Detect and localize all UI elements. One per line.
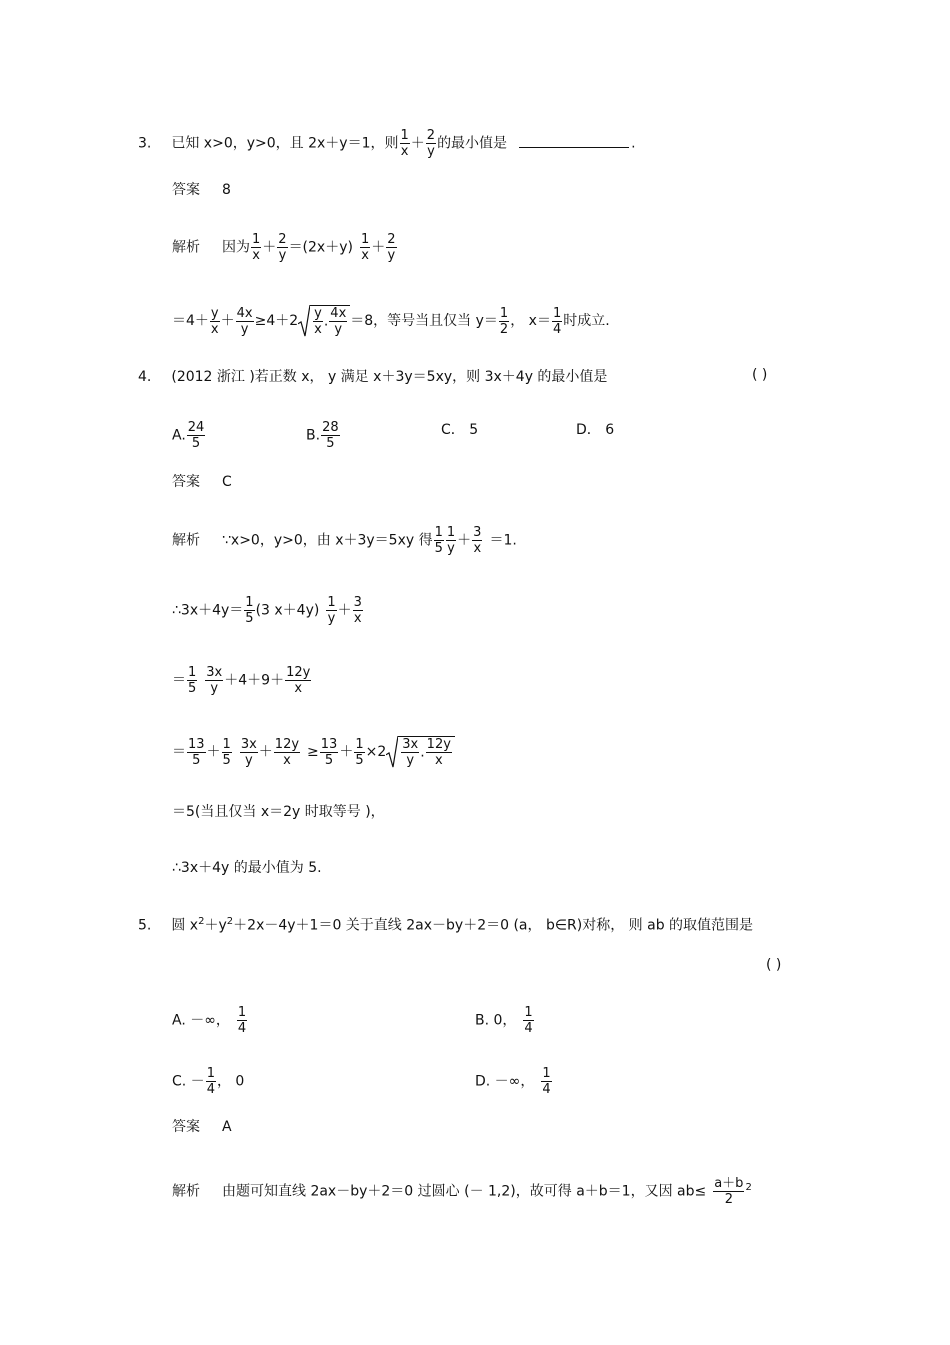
question-4-option-a: A. $\frac{24}{5}$	[172, 420, 205, 451]
question-number: 5.	[138, 917, 152, 934]
question-number: 3.	[138, 135, 152, 152]
question-4-option-b: B. $\frac{28}{5}$	[306, 420, 339, 451]
question-3-solution-line-1: 解析 因为 $\frac{1}{x}$ ＋ $\frac{2}{y}$ ＝(2x＋y) $\frac{1}{x}$ ＋ $\frac{2}{y}$	[172, 232, 396, 263]
question-4-option-c: C． 5	[441, 422, 479, 438]
question-3-stem: 3. 已知 x>0，y>0，且 2x＋y＝1，则 $\frac{1}{x}$ ＋ $\frac{2}{y}$ 的最小值是 .	[138, 128, 636, 159]
solution-label: 解析	[172, 239, 200, 256]
question-4-option-d: D． 6	[576, 422, 615, 438]
square-root: $\frac{y}{x}$ . $\frac{4x}{y}$	[298, 305, 350, 337]
answer-value: A	[222, 1119, 232, 1135]
question-4-solution-line-5: ＝5(当且仅当 x＝2y 时取等号 )，	[172, 804, 385, 820]
answer-value: C	[222, 474, 232, 490]
answer-parentheses: ( )	[752, 367, 768, 383]
question-5-option-d: D. －∞， $\frac{1}{4}$	[475, 1066, 551, 1097]
question-4-solution-line-4: ＝ $\frac{13}{5}$ ＋ $\frac{1}{5}$ $\frac{3x}{y}$ ＋ $\frac{12y}{x}$ ≥ $\frac{13}{5}$ ＋ $\frac{1}{5}$ ×2 $\frac{3x}{y}$ . $\frac{12y}{x}$	[172, 736, 455, 768]
answer-value: 8	[222, 182, 231, 198]
question-4-solution-line-2: ∴3x＋4y＝ $\frac{1}{5}$ (3 x＋4y) $\frac{1}{y}$ ＋ $\frac{3}{x}$	[172, 595, 362, 626]
question-5-stem: 5. 圆 $x^2+y^2+2x-4y+1=0$ 关于直线 2ax－by＋2＝0 (a， b∈R)对称， 则 ab 的取值范围是	[138, 916, 754, 934]
question-4-solution-line-1: 解析 ∵x>0，y>0，由 x＋3y＝5xy 得 $\frac{1}{5}$ $\frac{1}{y}$ ＋ $\frac{3}{x}$ ＝1.	[172, 525, 517, 556]
answer-blank	[519, 135, 629, 148]
question-5-option-b: B. 0， $\frac{1}{4}$	[475, 1005, 533, 1036]
question-3-solution-line-2: ＝4＋ $\frac{y}{x}$ ＋ $\frac{4x}{y}$ ≥4＋2 $\frac{y}{x}$ . $\frac{4x}{y}$ ＝8，等号当且仅当 y＝ $\frac{1}{2}$ ， x＝ $\frac{1}{4}$ 时成立.	[172, 305, 610, 337]
question-4-solution-line-6: ∴3x＋4y 的最小值为 5.	[172, 860, 322, 876]
fraction: $\frac{1}{x}$	[400, 128, 409, 159]
answer-parentheses: ( )	[766, 957, 782, 973]
question-number: 4.	[138, 369, 152, 385]
solution-label: 解析	[172, 1183, 200, 1200]
answer-label: 答案	[172, 474, 200, 490]
question-5-option-a: A. －∞， $\frac{1}{4}$	[172, 1005, 247, 1036]
fraction: $\frac{2}{y}$	[426, 128, 436, 159]
answer-label: 答案	[172, 1119, 200, 1135]
answer-label: 答案	[172, 182, 200, 198]
solution-label: 解析	[172, 532, 200, 549]
question-5-solution: 解析 由题可知直线 2ax－by＋2＝0 过圆心 (－ 1,2)，故可得 a＋b＝1，又因 ab≤ $\frac{a+b}{2}$ $^2$	[172, 1176, 752, 1207]
question-4-stem: 4. (2012 浙江 )若正数 x， y 满足 x＋3y＝5xy，则 3x＋4y 的最小值是	[138, 369, 608, 385]
question-5-answer	[172, 1117, 232, 1137]
question-4-answer	[172, 472, 232, 492]
question-4-solution-line-3: ＝ $\frac{1}{5}$ $\frac{3x}{y}$ ＋4＋9＋ $\frac{12y}{x}$	[172, 665, 311, 696]
square-root: $\frac{3x}{y}$ . $\frac{12y}{x}$	[386, 736, 455, 768]
question-5-option-c: C. － $\frac{1}{4}$ ， 0	[172, 1066, 245, 1097]
question-3-answer	[172, 180, 231, 200]
